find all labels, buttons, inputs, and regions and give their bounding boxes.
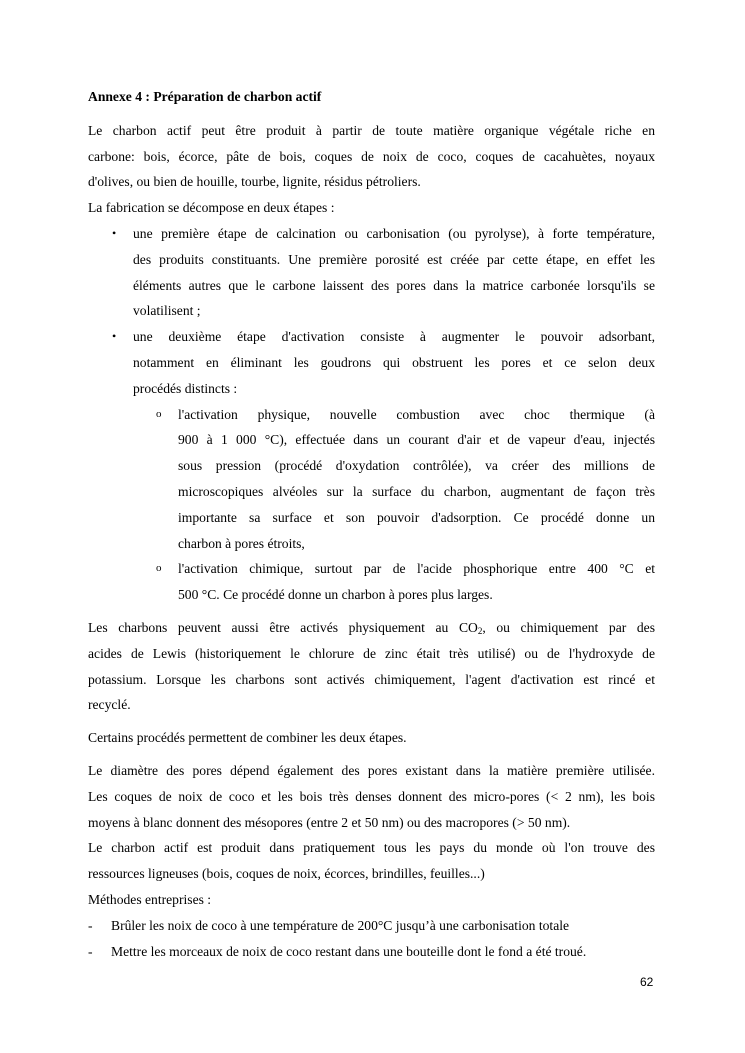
pores-paragraph — [88, 758, 655, 835]
text-line: éléments autres que le carbone laissent des pores dans la matrice carbonée lorsqu'ils se — [133, 277, 655, 293]
text-line: ressources ligneuses (bois, coques de noix, écorces, brindilles, feuilles...) — [88, 866, 485, 882]
text-line: une deuxième étape d'activation consiste à augmenter le pouvoir adsorbant, — [133, 329, 655, 345]
text-line: acides de Lewis (historiquement le chlorure de zinc était très utilisé) ou de l'hydroxyde de — [88, 645, 655, 661]
text-line: Le charbon actif peut être produit à partir de toute matière organique végétale riche en — [88, 122, 655, 138]
text-line: une première étape de calcination ou carbonisation (ou pyrolyse), à forte température, — [133, 225, 655, 241]
text-line: Les coques de noix de coco et les bois très denses donnent des micro-pores (< 2 nm), les bois — [88, 788, 655, 804]
text-line: sous pression (procédé d'oxydation contrôlée), va créer des millions de — [178, 458, 655, 474]
text-line: Le diamètre des pores dépend également des pores existant dans la matière première utilisée. — [88, 762, 655, 778]
method-item — [88, 913, 655, 939]
sub-bullet-chemical — [88, 556, 655, 608]
world-paragraph — [88, 835, 655, 887]
sub-bullet-physical — [88, 402, 655, 557]
steps-intro: La fabrication se décompose en deux étapes : — [88, 200, 335, 216]
text-line: charbon à pores étroits, — [178, 535, 305, 551]
text-line: potassium. Lorsque les charbons sont activés chimiquement, l'agent d'activation est rincé et — [88, 671, 655, 687]
dash-marker: - — [88, 943, 93, 959]
text-line: Mettre les morceaux de noix de coco restant dans une bouteille dont le fond a été troué. — [111, 943, 587, 959]
text-line: 900 à 1 000 °C), effectuée dans un courant d'air et de vapeur d'eau, injectés — [178, 432, 655, 448]
text-line: Brûler les noix de coco à une température de 200°C jusqu’à une carbonisation totale — [111, 917, 570, 933]
bullet-step-1 — [88, 221, 655, 324]
text-line: Les charbons peuvent aussi être activés physiquement au $CO_2$, ou chimiquement par des — [88, 619, 655, 636]
sub-bullet-marker: o — [156, 562, 162, 575]
text-line: 500 °C. Ce procédé donne un charbon à pores plus larges. — [178, 587, 493, 603]
text-line: volatilisent ; — [133, 303, 201, 319]
activation-paragraph — [88, 615, 655, 718]
text-line: l'activation physique, nouvelle combustion avec choc thermique (à — [178, 406, 655, 422]
combine-paragraph: Certains procédés permettent de combiner les deux étapes. — [88, 730, 407, 746]
text-line: recyclé. — [88, 697, 131, 713]
dash-marker: - — [88, 917, 93, 933]
sub-bullet-marker: o — [156, 407, 162, 420]
text-line: Le charbon actif est produit dans pratiquement tous les pays du monde où l'on trouve des — [88, 840, 655, 856]
subscript-2: 2 — [477, 625, 483, 636]
text-line: d'olives, ou bien de houille, tourbe, lignite, résidus pétroliers. — [88, 174, 421, 190]
bullet-marker: • — [112, 329, 117, 344]
text-line: carbone: bois, écorce, pâte de bois, coques de noix de coco, coques de cacahuètes, noyaux — [88, 148, 655, 164]
annex-title: Annexe 4 : Préparation de charbon actif — [88, 89, 322, 104]
methods-title: Méthodes entreprises : — [88, 891, 212, 907]
text-line: procédés distincts : — [133, 380, 238, 396]
text-line: microscopiques alvéoles sur la surface du charbon, augmentant de façon très — [178, 483, 655, 499]
text-line: importante sa surface et son pouvoir d'adsorption. Ce procédé donne un — [178, 509, 655, 525]
text-line: notamment en éliminant les goudrons qui obstruent les pores et ce selon deux — [133, 354, 655, 370]
page-number: 62 — [640, 975, 654, 989]
document-body — [88, 84, 655, 964]
text-line: l'activation chimique, surtout par de l'acide phosphorique entre 400 °C et — [178, 561, 655, 577]
method-item — [88, 939, 655, 965]
bullet-marker: • — [112, 225, 117, 240]
bullet-step-2 — [88, 324, 655, 401]
text-line: moyens à blanc donnent des mésopores (entre 2 et 50 nm) ou des macropores (> 50 nm). — [88, 814, 571, 830]
text-line: des produits constituants. Une première porosité est créée par cette étape, en effet les — [133, 251, 655, 267]
intro-paragraph — [88, 118, 655, 195]
